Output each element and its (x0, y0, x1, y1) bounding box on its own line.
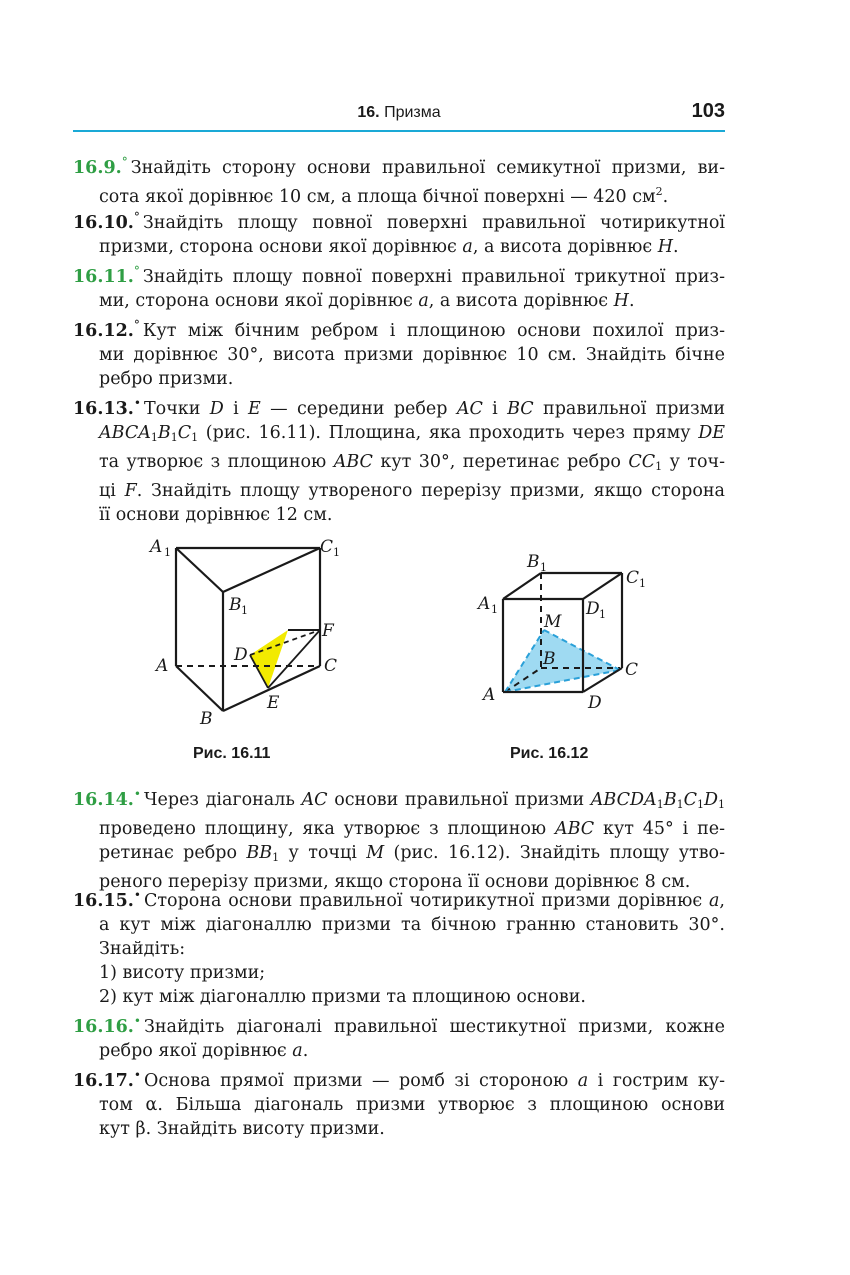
svg-text:1: 1 (639, 577, 646, 590)
label-D: D (234, 645, 248, 665)
label-D: D (588, 693, 602, 713)
problem-16-13: 16.13.• Точки D і E — середини ребер AC і BC правильної призми $ABCA_1B_1C_1$ (рис. 16.11). Площина, яка проходить через пряму DE та утворює з площиною ABC кут 30°, перетинає ребро $CC_1$ у точ- ці F. Знайдіть площу утвореного перерізу призми, якщо сторона її основи дорівнює 12 см. (73, 396, 726, 525)
svg-text:1: 1 (241, 604, 248, 617)
problem-16-12: 16.12.° Кут між бічним ребром і площиною основи похилої приз- ми дорівнює 30°, висота призми дорівнює 10 см. Знайдіть бічне ребро призми. (73, 318, 725, 389)
page-number: 103 (691, 100, 725, 122)
label-M: M (544, 612, 562, 632)
problem-text: сота якої дорівнює 10 см, а площа бічної поверхні — 420 $см^2$. (99, 185, 669, 207)
svg-text:1: 1 (164, 546, 171, 559)
problem-16-16: 16.16.• Знайдіть діагоналі правильної шестикутної призми, кожне ребро якої дорівнює a. (73, 1014, 725, 1061)
figure-caption-16-11: Рис. 16.11 (193, 745, 271, 762)
problem-16-14: 16.14.• Через діагональ AC основи правильної призми $ABCDA_1B_1C_1D_1$ проведено площину, яка утворює з площиною ABC кут 45° і пе- ретинає ребро $BB_1$ у точці M (рис. 16.12). Знайдіть площу утво- реного перерізу призми, якщо сторона її основи дорівнює 8 см. (73, 787, 726, 892)
section-triangle (250, 630, 288, 688)
problem-16-15: 16.15.• Сторона основи правильної чотирикутної призми дорівнює a, а кут між діагоналлю призми та бічною гранню становить 30°. Знайдіть: 1) висоту призми; 2) кут між діагоналлю призми та площиною основи. (73, 888, 725, 1007)
figure-16-12 (470, 545, 670, 725)
problem-16-10: 16.10.° Знайдіть площу повної поверхні правильної чотирикутної призми, сторона основи якої дорівнює a, а висота дорівнює H. (73, 210, 725, 257)
problem-number: 16.9. (73, 158, 122, 178)
label-A: A (483, 685, 496, 705)
label-A: A (156, 656, 169, 676)
figure-16-11 (140, 530, 360, 730)
svg-text:1: 1 (599, 608, 606, 621)
label-B: B (543, 649, 556, 669)
label-C1: C (320, 537, 334, 557)
label-F: F (322, 621, 334, 641)
label-B: B (200, 709, 213, 729)
problem-16-17: 16.17.• Основа прямої призми — ромб зі стороною a і гострим ку- том α. Більша діагональ призми утворює з площиною основи кут β. Знайдіть висоту призми. (73, 1068, 725, 1139)
svg-text:1: 1 (333, 546, 340, 559)
label-B1: B (527, 552, 540, 572)
label-D1: D (586, 599, 600, 619)
chapter-title: 16. Призма (357, 104, 441, 121)
label-C1: C (626, 568, 640, 588)
label-A1: A (478, 594, 491, 614)
problem-16-9: 16.9.° Знайдіть сторону основи правильної семикутної призми, ви- сота якої дорівнює 10 см, а площа бічної поверхні — 420 $см^2$. (73, 155, 725, 207)
svg-text:1: 1 (540, 561, 547, 574)
label-C: C (324, 656, 338, 676)
label-C: C (625, 660, 639, 680)
page-header (73, 96, 725, 132)
problem-16-11: 16.11.° Знайдіть площу повної поверхні правильної трикутної приз- ми, сторона основи якої дорівнює a, а висота дорівнює H. (73, 264, 725, 311)
label-A1: A (150, 537, 163, 557)
svg-text:1: 1 (491, 603, 498, 616)
figure-caption-16-12: Рис. 16.12 (510, 745, 589, 762)
label-E: E (267, 693, 280, 713)
label-B1: B (229, 595, 242, 615)
